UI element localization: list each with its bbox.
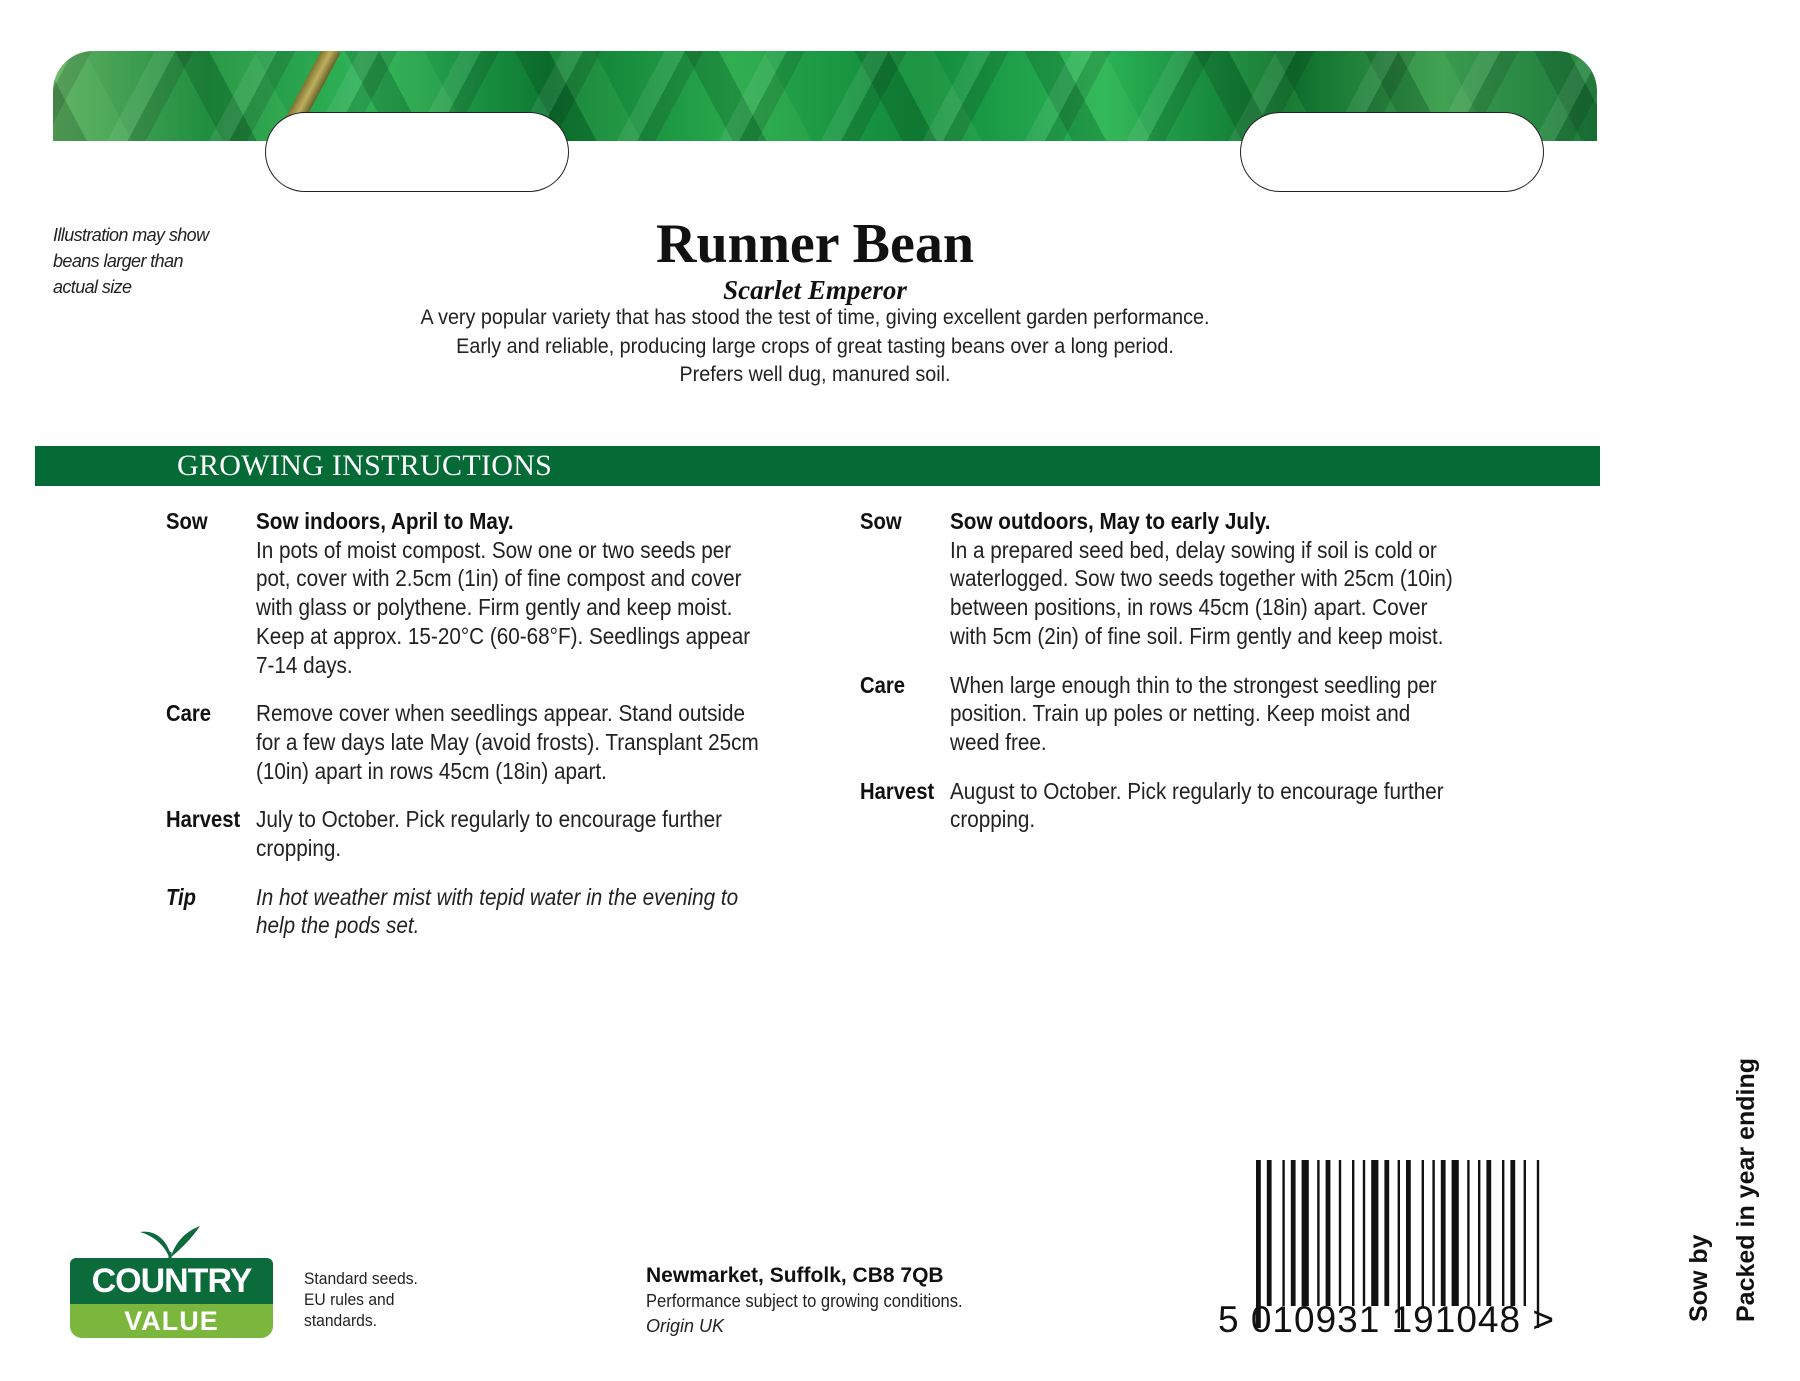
barcode-bar <box>1363 1160 1365 1306</box>
row-label: Harvest <box>166 806 241 833</box>
outdoor-instructions <box>860 507 1520 854</box>
row-text: Sow indoors, April to May. In pots of moist compost. Sow one or two seeds per pot, cover with 2.5cm (1in) of fine compost and cover with glass or polythene. Firm gently and keep moist. Keep at approx. 15-20°C (60-68°F). Seedlings appear 7-14 days. <box>256 507 760 679</box>
barcode-bar <box>1352 1160 1354 1306</box>
row-label: Tip <box>166 883 196 910</box>
standard-seeds-note: Standard seeds. EU rules and standards. <box>304 1269 418 1330</box>
barcode-bar <box>1524 1160 1526 1306</box>
barcode-bar <box>1317 1160 1319 1306</box>
barcode-bar <box>1384 1160 1389 1306</box>
barcode-bar <box>1432 1160 1434 1306</box>
row-label: Sow <box>166 508 208 534</box>
address-line: Newmarket, Suffolk, CB8 7QB <box>646 1264 944 1287</box>
logo-country-text: COUNTRY <box>70 1258 273 1304</box>
barcode-bar <box>1422 1160 1424 1306</box>
indoor-harvest-row <box>166 805 826 862</box>
row-text: In hot weather mist with tepid water in the evening to help the pods set. <box>256 883 739 939</box>
barcode-bar <box>1452 1160 1459 1306</box>
row-label: Care <box>860 671 906 698</box>
barcode-bar <box>1441 1160 1446 1306</box>
barcode-bar <box>1339 1160 1341 1306</box>
indoor-care-row <box>166 699 826 785</box>
row-label: Harvest <box>860 777 935 804</box>
product-description <box>0 304 1630 390</box>
barcode-bar <box>1467 1160 1469 1306</box>
row-label: Care <box>166 700 212 727</box>
performance-note: Performance subject to growing conditions. <box>646 1291 963 1311</box>
growing-instructions-bar <box>35 446 1600 486</box>
outdoor-sow-row <box>860 507 1520 651</box>
row-text: July to October. Pick regularly to encourage further cropping. <box>256 806 722 862</box>
barcode <box>1218 1160 1600 1342</box>
row-heading: Sow indoors, April to May. <box>256 508 514 534</box>
row-heading: Sow outdoors, May to early July. <box>950 508 1271 534</box>
origin-note: Origin UK <box>646 1316 725 1336</box>
barcode-bar <box>1478 1160 1480 1306</box>
barcode-bar <box>1486 1160 1491 1306</box>
outdoor-harvest-row <box>860 777 1520 834</box>
barcode-bar <box>1326 1160 1331 1306</box>
barcode-bar <box>1406 1160 1411 1306</box>
product-title: Runner Bean <box>656 213 974 275</box>
barcode-bar <box>1371 1160 1378 1306</box>
barcode-bar <box>1291 1160 1296 1306</box>
description-line: Early and reliable, producing large crops of great tasting beans over a long period. <box>456 334 1174 358</box>
hang-slot-right <box>1240 112 1544 192</box>
barcode-bar <box>1302 1160 1309 1306</box>
row-label: Sow <box>860 508 902 534</box>
section-heading: GROWING INSTRUCTIONS <box>177 449 553 482</box>
indoor-tip-row <box>166 883 826 940</box>
description-line: A very popular variety that has stood the test of time, giving excellent garden performance. <box>420 306 1210 329</box>
sow-by-label: Sow by <box>1685 1234 1713 1322</box>
packed-year-label: Packed in year ending <box>1732 1058 1760 1322</box>
barcode-bar <box>1502 1160 1504 1306</box>
barcode-bar <box>1510 1160 1515 1306</box>
indoor-sow-row <box>166 507 826 679</box>
leaf-icon <box>130 1222 210 1262</box>
logo-value-text: VALUE <box>70 1304 273 1338</box>
outdoor-care-row <box>860 671 1520 757</box>
illustration-note: Illustration may show beans larger than actual size <box>53 225 209 297</box>
row-text: Sow outdoors, May to early July. In a prepared seed bed, delay sowing if soil is cold or waterlogged. Sow two seeds together with 25cm (10in) between positions, in rows 45cm (18in) apart. Cover with 5cm (2in) of fine soil. Firm gently and keep moist. <box>950 508 1453 649</box>
description-line: Prefers well dug, manured soil. <box>679 363 951 386</box>
company-address <box>646 1263 1046 1339</box>
country-value-logo <box>70 1222 273 1338</box>
barcode-digits: 5 010931 191048 > <box>1218 1299 1555 1340</box>
barcode-bar <box>1282 1160 1284 1306</box>
row-text: When large enough thin to the strongest seedling per position. Train up poles or netting. Keep moist and weed free. <box>950 671 1437 755</box>
row-text: August to October. Pick regularly to encourage further cropping. <box>950 777 1444 833</box>
indoor-instructions <box>166 507 826 960</box>
barcode-bar <box>1267 1160 1272 1306</box>
variety-subtitle: Scarlet Emperor <box>723 275 907 305</box>
hang-slot-left <box>265 112 569 192</box>
row-text: Remove cover when seedlings appear. Stand outside for a few days late May (avoid frosts). Transplant 25cm (10in) apart in rows 45cm (18in) apart. <box>256 700 759 784</box>
